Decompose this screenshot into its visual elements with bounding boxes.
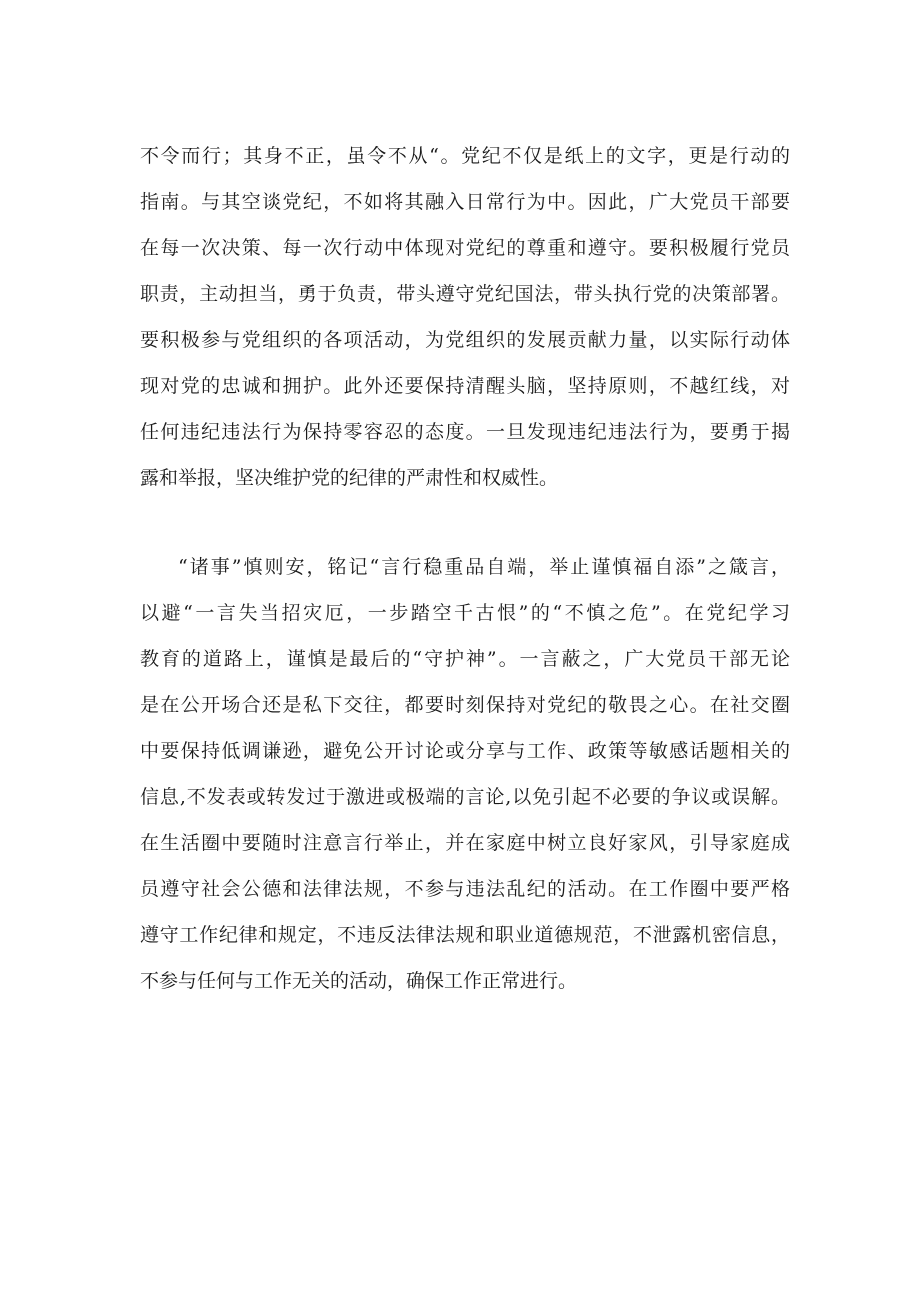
paragraph-line: 中要保持低调谦逊，避免公开讨论或分享与工作、政策等敏感话题相关的 xyxy=(140,740,790,762)
paragraph-line: 在生活圈中要随时注意言行举止，并在家庭中树立良好家风，引导家庭成 xyxy=(140,832,790,854)
paragraph-line: 在每一次决策、每一次行动中体现对党纪的尊重和遵守。要积极履行党员 xyxy=(140,237,790,259)
paragraph-line: 露和举报，坚决维护党的纪律的严肃性和权威性。 xyxy=(140,467,559,489)
paragraph-line: 职责，主动担当，勇于负责，带头遵守党纪国法，带头执行党的决策部署。 xyxy=(140,283,790,305)
paragraph-line: “诸事”慎则安，铭记“言行稳重品自端，举止谨慎福自添”之箴言， xyxy=(178,556,790,578)
paragraph-line: 员遵守社会公德和法律法规，不参与违法乱纪的活动。在工作圈中要严格 xyxy=(140,878,790,900)
paragraph-line: 不参与任何与工作无关的活动，确保工作正常进行。 xyxy=(140,970,578,992)
paragraph-2 xyxy=(140,544,790,1004)
paragraph-line: 任何违纪违法行为保持零容忍的态度。一旦发现违纪违法行为，要勇于揭 xyxy=(140,421,790,443)
paragraph-line: 现对党的忠诚和拥护。此外还要保持清醒头脑，坚持原则，不越红线，对 xyxy=(140,375,790,397)
paragraph-line: 信息,不发表或转发过于激进或极端的言论,以免引起不必要的争议或误解。 xyxy=(140,786,790,808)
paragraph-line: 要积极参与党组织的各项活动，为党组织的发展贡献力量，以实际行动体 xyxy=(140,329,790,351)
paragraph-line: 教育的道路上，谨慎是最后的“守护神”。一言蔽之，广大党员干部无论 xyxy=(140,648,790,670)
paragraph-line: 遵守工作纪律和规定，不违反法律法规和职业道德规范，不泄露机密信息， xyxy=(140,924,790,946)
paragraph-line: 不令而行；其身不正，虽令不从“。党纪不仅是纸上的文字，更是行动的 xyxy=(140,145,790,167)
paragraph-line: 以避“一言失当招灾厄，一步踏空千古恨”的“不慎之危”。在党纪学习 xyxy=(140,602,790,624)
paragraph-line: 是在公开场合还是私下交往，都要时刻保持对党纪的敬畏之心。在社交圈 xyxy=(140,694,790,716)
paragraph-1 xyxy=(140,133,790,501)
paragraph-line: 指南。与其空谈党纪，不如将其融入日常行为中。因此，广大党员干部要 xyxy=(140,191,790,213)
